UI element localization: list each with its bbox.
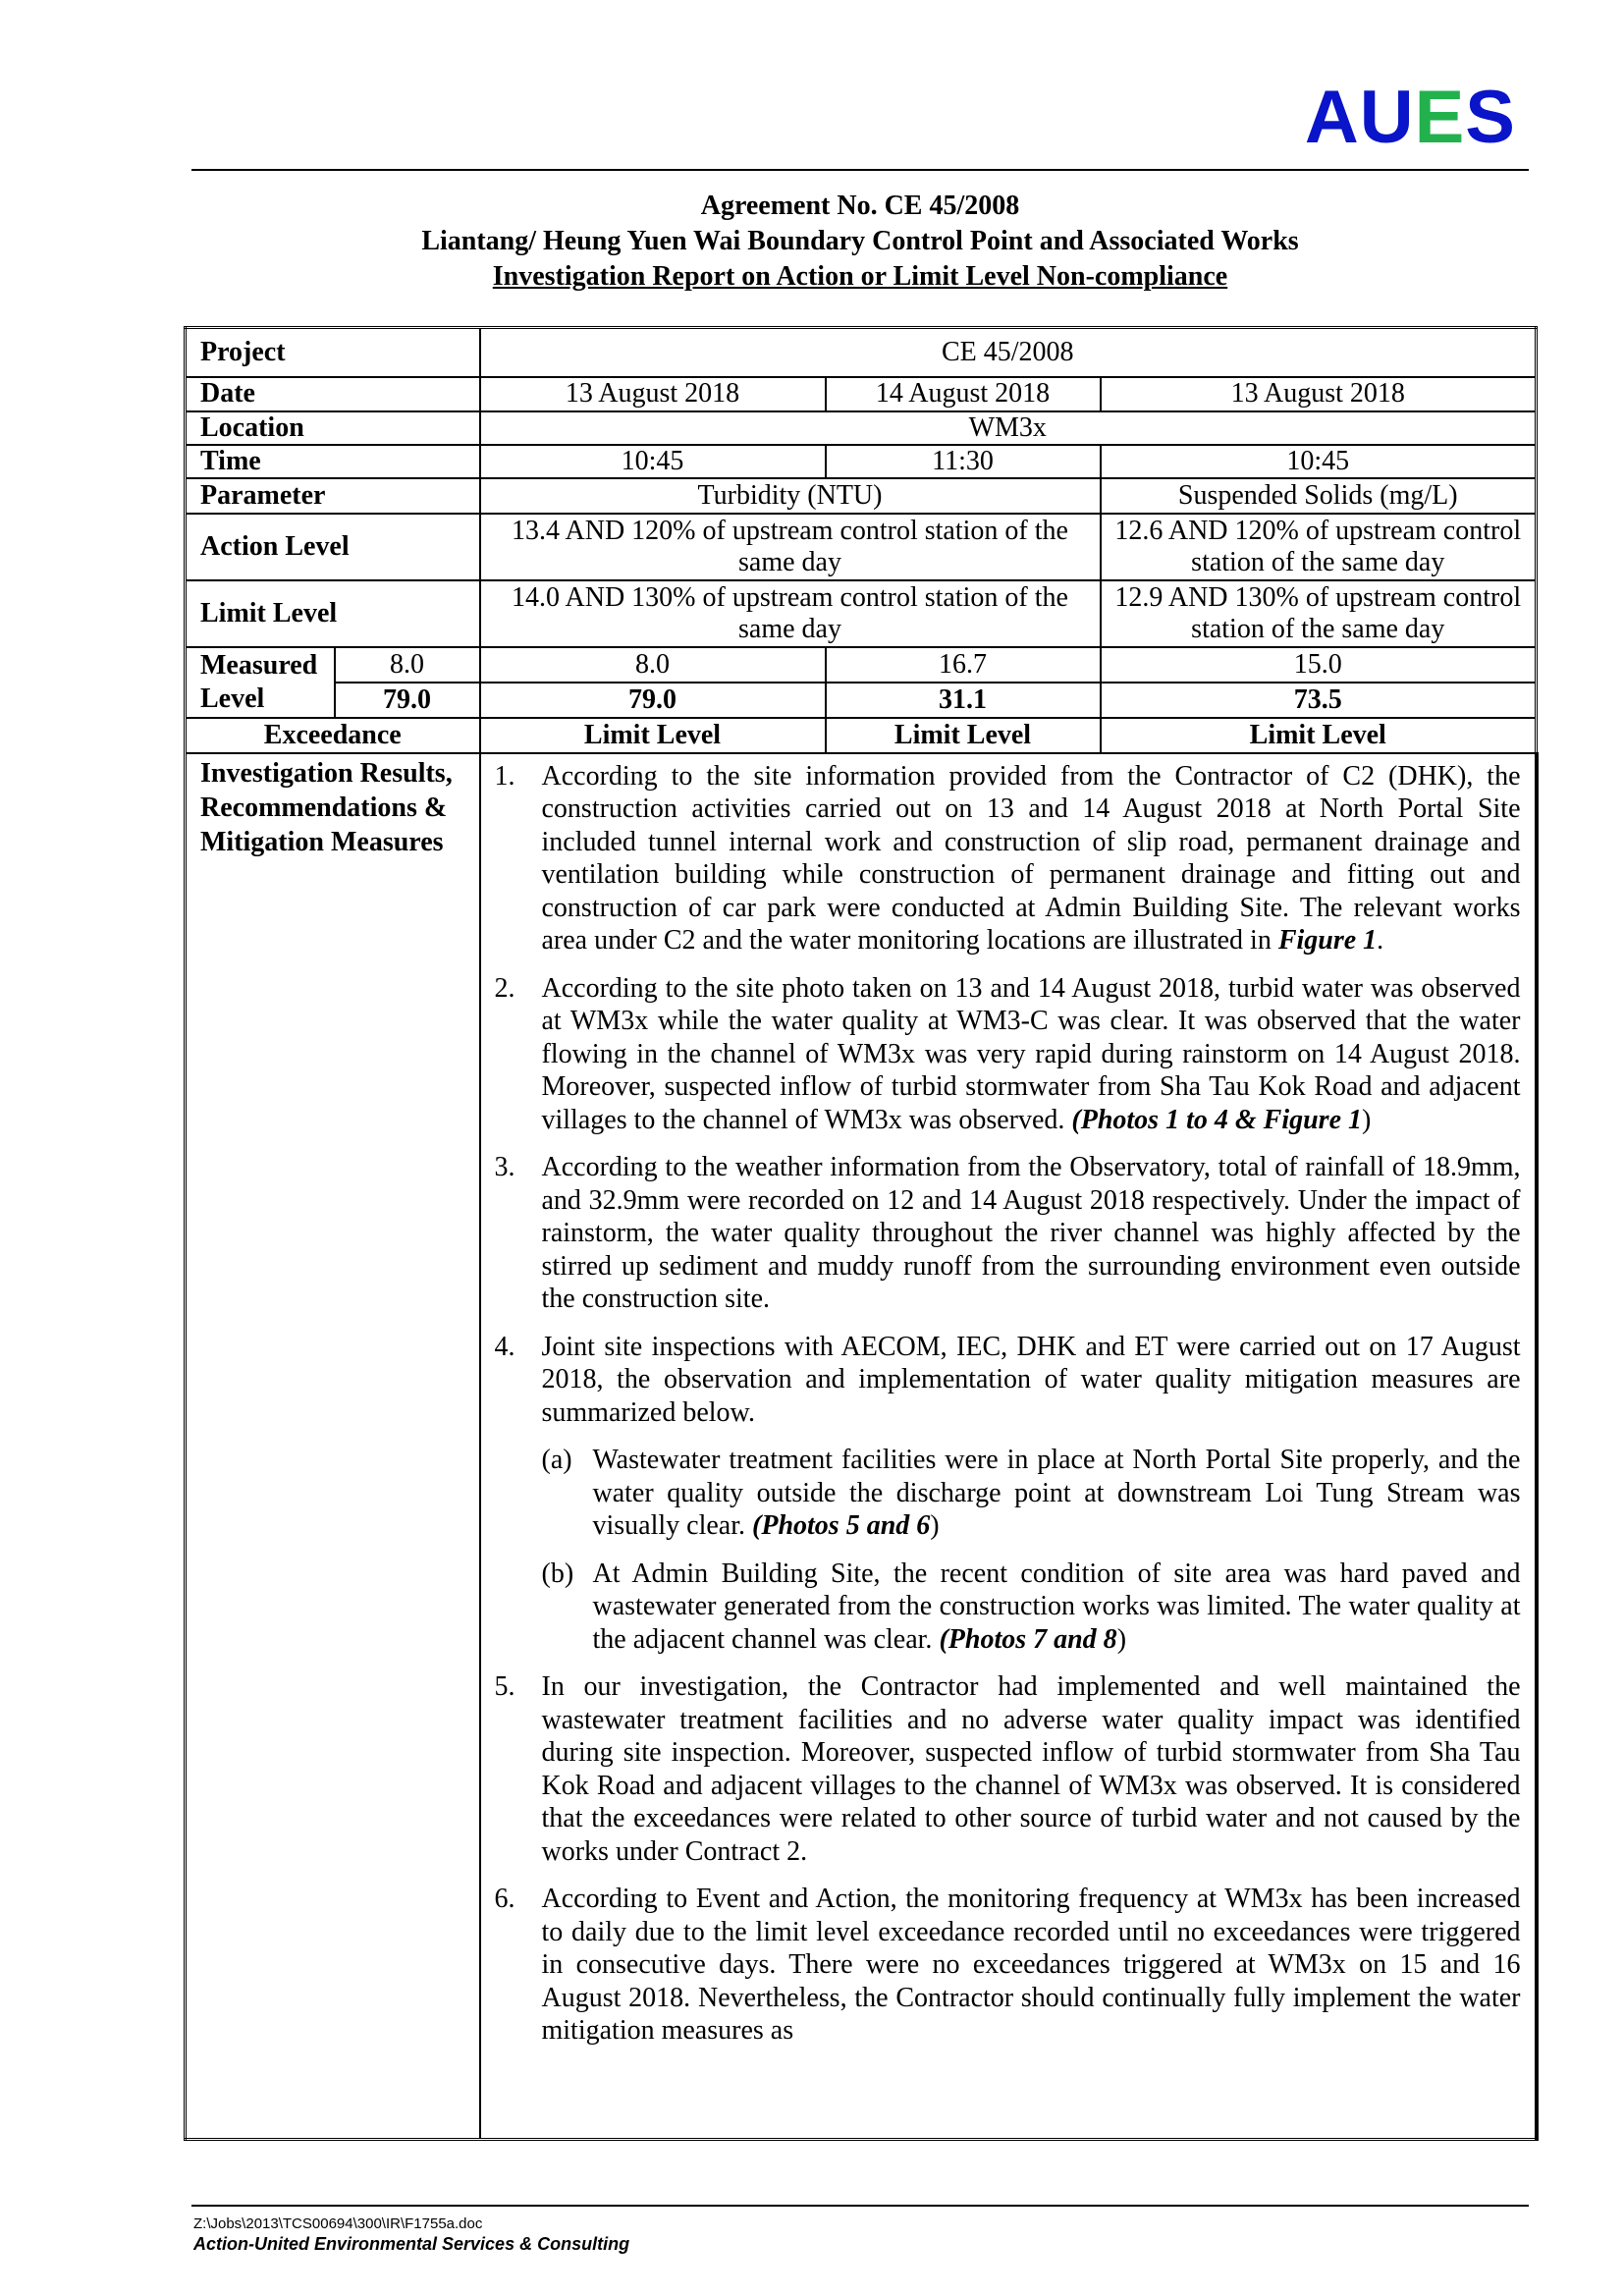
investigation-table (184, 326, 1539, 2141)
item-number: 2. (494, 972, 515, 1004)
report-title: Investigation Report on Action or Limit Level Non-compliance (492, 261, 1228, 292)
investigation-body (480, 753, 1537, 2140)
sub-item-reference: (Photos 7 and 8 (939, 1623, 1117, 1655)
measured-cell-bold: 31.1 (826, 683, 1101, 718)
item-text (542, 1331, 1521, 1657)
measured-cell-bold: 73.5 (1101, 683, 1537, 718)
time-row (186, 445, 1537, 478)
sub-item-number: (a) (541, 1445, 572, 1475)
location-value: WM3x (480, 411, 1537, 445)
parameter-row (186, 478, 1537, 514)
investigation-label: Investigation Results, Recommendations & Mitigation Measures (186, 753, 480, 2140)
exceedance-label: Exceedance (186, 718, 480, 753)
sub-item-text: Wastewater treatment facilities were in place at North Portal Site properly, and the water quality outside the discharge point at downstream Loi Tung Stream was visually clear. (Photos 5 and 6) (592, 1445, 1521, 1541)
logo-text-e: E (1414, 76, 1466, 159)
project-row (186, 328, 1537, 377)
measured-label-line2: Level (200, 683, 265, 714)
header-rule (191, 169, 1529, 171)
aues-logo (1304, 76, 1516, 159)
item-intro: Joint site inspections with AECOM, IEC, DHK and ET were carried out on 17 August 2018, the observation and implementation of water quality mitigation measures are summarized below. (541, 1331, 1521, 1428)
time-cell: 11:30 (826, 445, 1101, 478)
item-text: According to Event and Action, the monitoring frequency at WM3x has been increased to daily due to the limit level exceedance recorded until no exceedances were triggered in consecutive days. There were no exceedances triggered at WM3x on 15 and 16 August 2018. Nevertheless, the Contractor should continually fully implement the water mitigation measures as (541, 1884, 1521, 2046)
investigation-item-1 (495, 760, 1521, 957)
logo-text-s: S (1465, 76, 1516, 159)
exceedance-cell: Limit Level (1101, 718, 1537, 753)
parameter-turbidity: Turbidity (NTU) (480, 478, 1101, 514)
investigation-item-4 (495, 1331, 1521, 1657)
time-label: Time (186, 445, 480, 478)
item-reference: Figure 1 (1277, 925, 1378, 956)
project-label: Project (186, 328, 480, 377)
date-cell: 14 August 2018 (826, 377, 1101, 411)
project-value: CE 45/2008 (480, 328, 1537, 377)
measured-row-2 (186, 683, 1537, 718)
measured-cell: 8.0 (335, 647, 480, 683)
time-cell: 10:45 (1101, 445, 1537, 478)
sub-item-number: (b) (541, 1558, 574, 1589)
investigation-item-3 (495, 1151, 1521, 1316)
action-level-row (186, 514, 1537, 580)
item-text: According to the site information provided from the Contractor of C2 (DHK), the construction activities carried out on 13 and 14 August 2018 at North Portal Site included tunnel internal work and construction of slip road, permanent drainage and ventilation building while construction of permanent drainage and fitting out and construction of car park were conducted at Admin Building Site. The relevant works area under C2 and the water monitoring locations are illustrated in Figure 1. (541, 760, 1521, 956)
item-text: According to the weather information from the Observatory, total of rainfall of 18.9mm, and 32.9mm were recorded on 12 and 14 August 2018 respectively. Under the impact of rainstorm, the water quality throughout the river channel was highly affected by the stirred up sediment and muddy runoff from the surrounding environment even outside the construction site. (541, 1152, 1521, 1314)
date-label: Date (186, 377, 480, 411)
limit-level-row (186, 580, 1537, 647)
location-row (186, 411, 1537, 445)
measured-cell: 15.0 (1101, 647, 1537, 683)
investigation-item-2 (495, 972, 1521, 1137)
date-cell: 13 August 2018 (480, 377, 826, 411)
measured-label-line1: Measured (200, 649, 318, 681)
parameter-label: Parameter (186, 478, 480, 514)
measured-row-1 (186, 647, 1537, 683)
agreement-title: Agreement No. CE 45/2008 (700, 191, 1020, 221)
investigation-item-6 (495, 1883, 1521, 2048)
measured-cell: 16.7 (826, 647, 1101, 683)
sub-item-reference: (Photos 5 and 6 (752, 1510, 931, 1541)
item-number: 6. (494, 1884, 515, 1914)
project-title: Liantang/ Heung Yuen Wai Boundary Control Point and Associated Works (421, 226, 1299, 256)
item-number: 4. (494, 1331, 515, 1362)
item-number: 5. (494, 1671, 515, 1702)
action-level-ss: 12.6 AND 120% of upstream control station of the same day (1101, 514, 1537, 580)
footer-file-path: Z:\Jobs\2013\TCS00694\300\IR\F1755a.doc (193, 2215, 483, 2232)
date-row (186, 377, 1537, 411)
investigation-row (186, 753, 1537, 2140)
item-number: 3. (494, 1152, 515, 1182)
sub-item-a (542, 1444, 1521, 1543)
investigation-item-5 (495, 1670, 1521, 1868)
sub-item-text: At Admin Building Site, the recent condition of site area was hard paved and wastewater generated from the construction works was limited. The water quality at the adjacent channel was clear. (Photos 7 and 8) (592, 1558, 1521, 1655)
footer-company: Action-United Environmental Services & Consulting (193, 2234, 630, 2254)
item-text: According to the site photo taken on 13 and 14 August 2018, turbid water was observed at WM3x while the water quality at WM3-C was clear. It was observed that the water flowing in the channel of WM3x was very rapid during rainstorm on 14 August 2018. Moreover, suspected inflow of turbid stormwater from Sha Tau Kok Road and adjacent villages to the channel of WM3x was observed. (Photos 1 to 4 & Figure 1) (541, 972, 1521, 1135)
measured-cell-bold: 79.0 (335, 683, 480, 718)
exceedance-cell: Limit Level (480, 718, 826, 753)
item-reference: (Photos 1 to 4 & Figure 1 (1071, 1104, 1362, 1135)
action-level-label: Action Level (186, 514, 480, 580)
location-label: Location (186, 411, 480, 445)
date-cell: 13 August 2018 (1101, 377, 1537, 411)
measured-cell-bold: 79.0 (480, 683, 826, 718)
measured-cell: 8.0 (480, 647, 826, 683)
limit-level-label: Limit Level (186, 580, 480, 647)
exceedance-cell: Limit Level (826, 718, 1101, 753)
logo-text-au: AU (1304, 76, 1415, 159)
measured-level-label (186, 647, 335, 718)
exceedance-row (186, 718, 1537, 753)
limit-level-ss: 12.9 AND 130% of upstream control station of the same day (1101, 580, 1537, 647)
item-number: 1. (494, 760, 515, 792)
title-block (191, 189, 1529, 295)
limit-level-turbidity: 14.0 AND 130% of upstream control station of the same day (480, 580, 1101, 647)
sub-item-b (542, 1558, 1521, 1657)
parameter-ss: Suspended Solids (mg/L) (1101, 478, 1537, 514)
footer-rule (191, 2205, 1529, 2207)
time-cell: 10:45 (480, 445, 826, 478)
action-level-turbidity: 13.4 AND 120% of upstream control station of the same day (480, 514, 1101, 580)
item-text: In our investigation, the Contractor had implemented and well maintained the wastewater treatment facilities and no adverse water quality impact was identified during site inspection. Moreover, suspected inflow of turbid stormwater from Sha Tau Kok Road and adjacent villages to the channel of WM3x was observed. It is considered that the exceedances were related to other source of turbid water and not caused by the works under Contract 2. (541, 1671, 1521, 1867)
